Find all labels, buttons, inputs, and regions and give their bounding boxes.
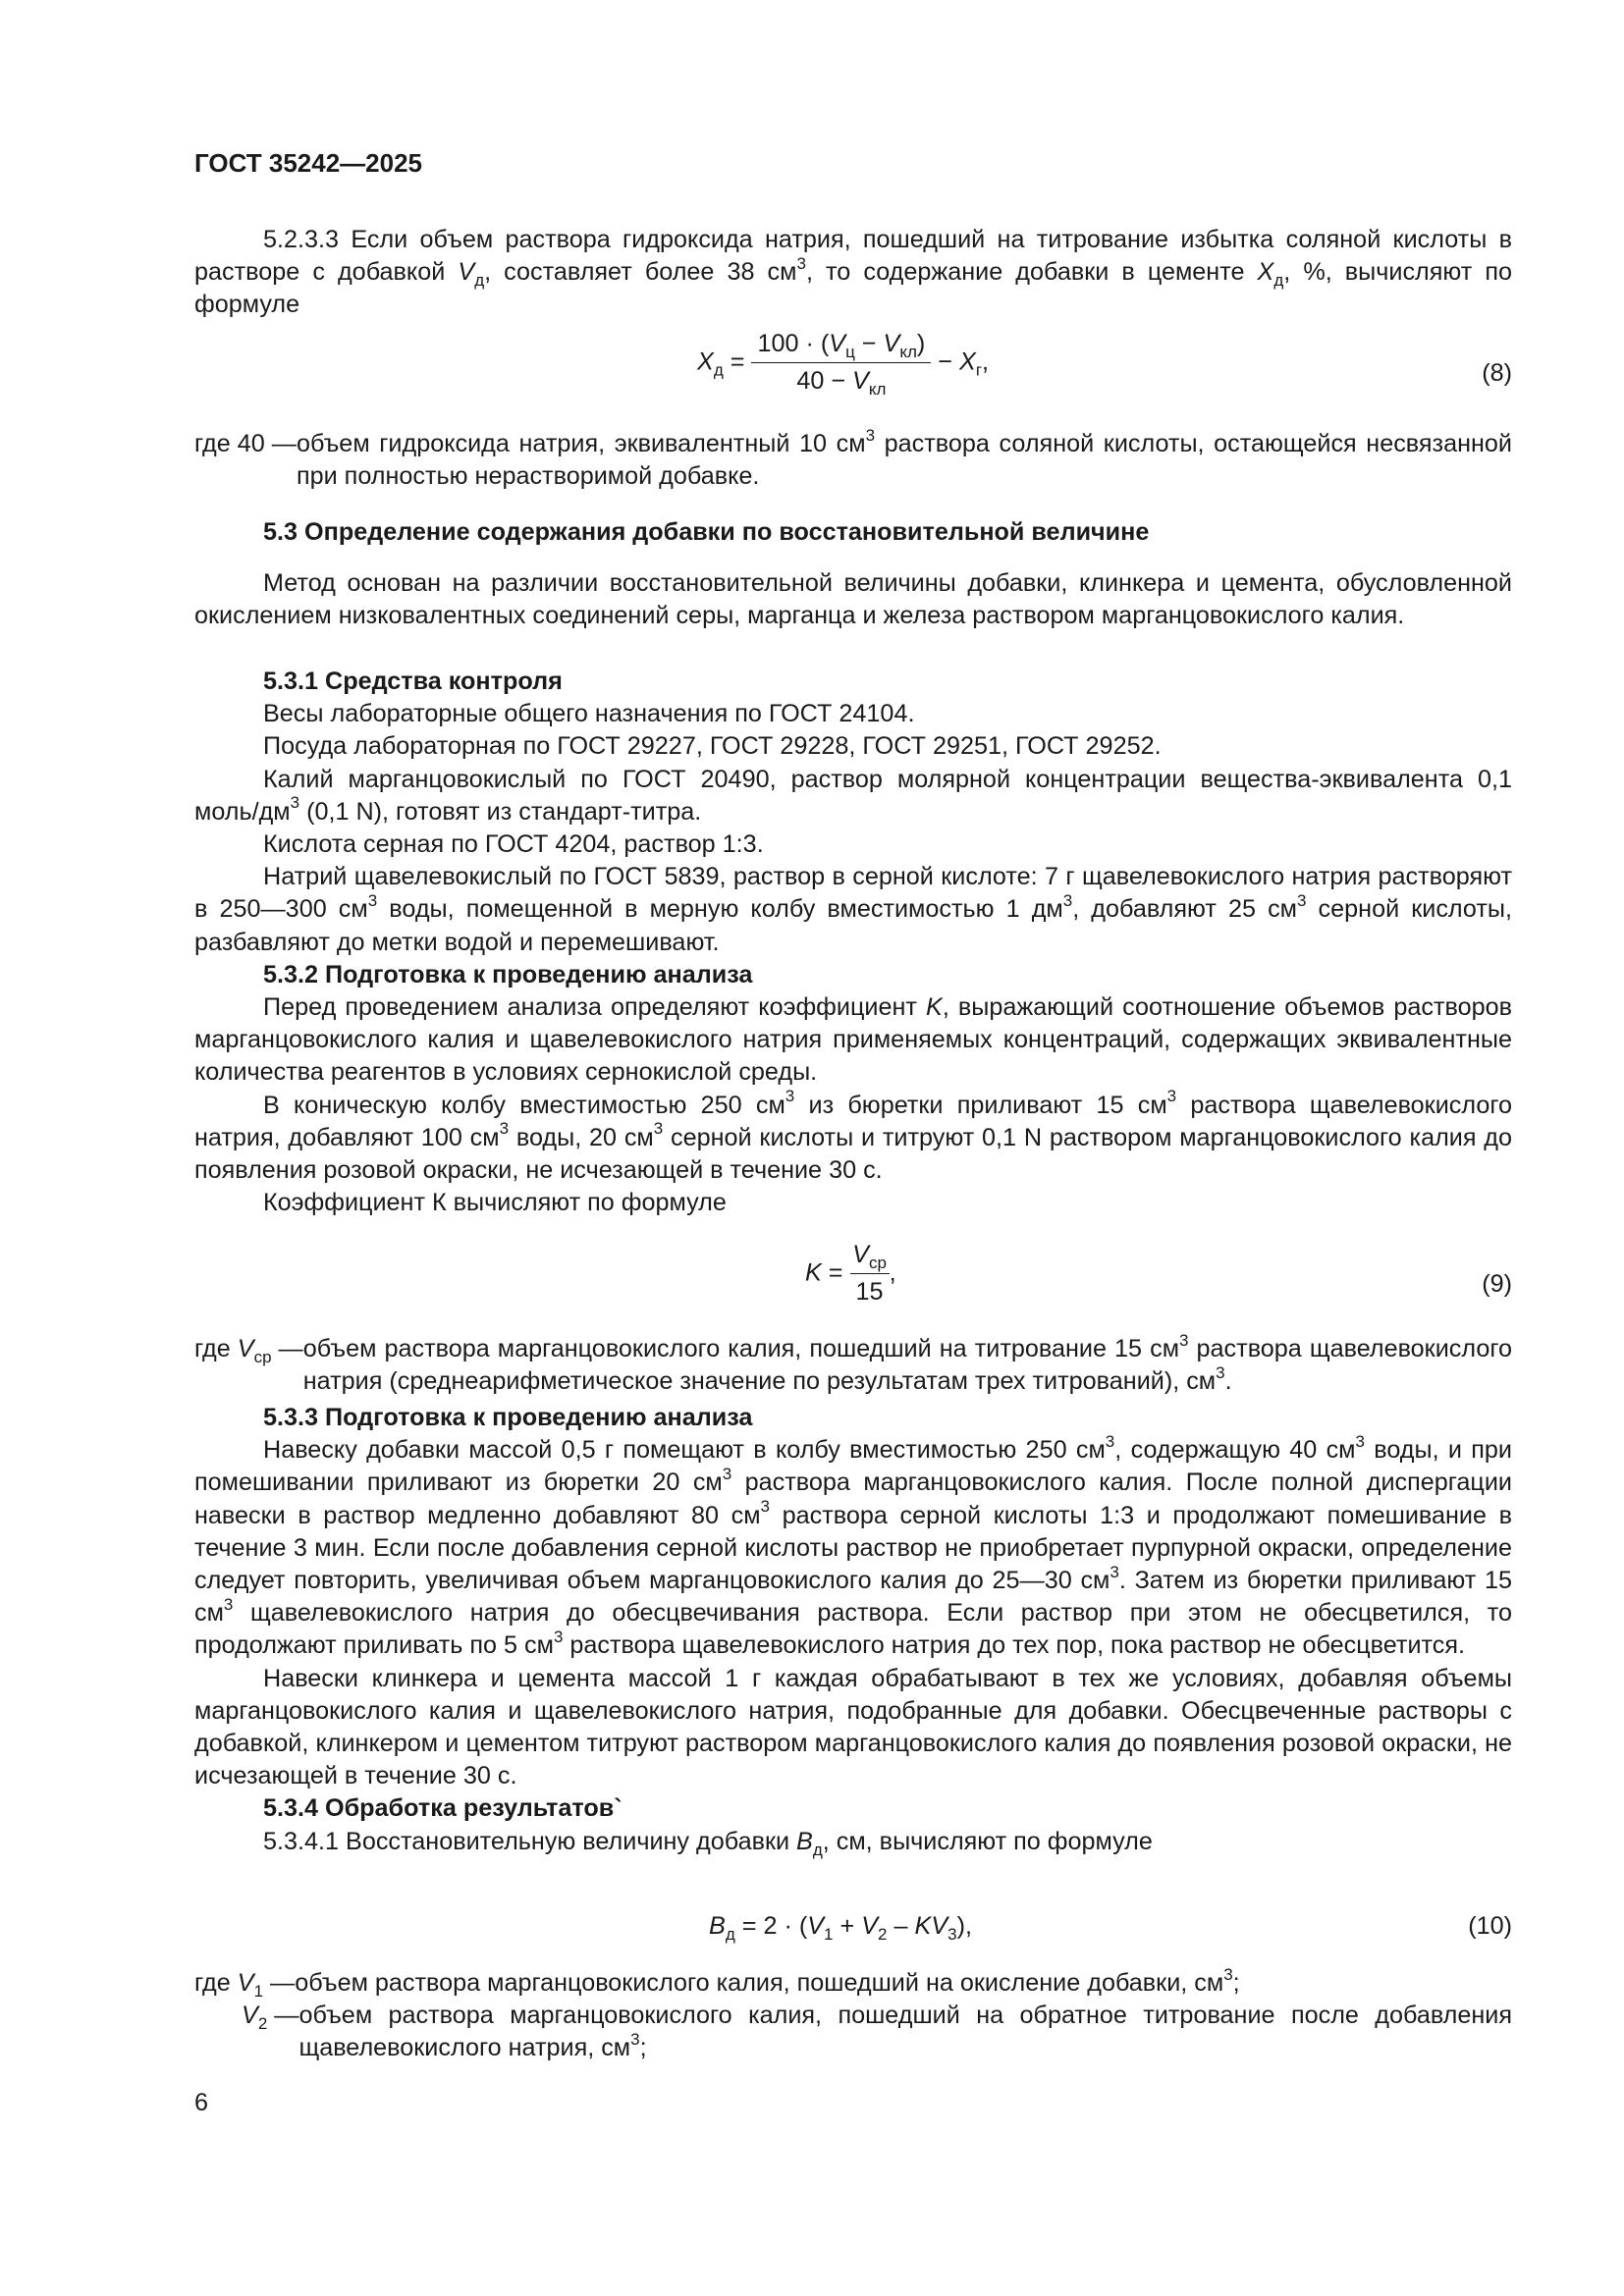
page-number: 6 xyxy=(194,2089,209,2116)
where-10 xyxy=(194,1964,1512,2065)
formula-8: $X_д$ = $\frac{100 \cdot (V_ц - V_{кл})}{40 - V_{кл}}$ − $X_г$, (8) xyxy=(697,330,1512,400)
heading-5-3-2: 5.3.2 Подготовка к проведению анализа xyxy=(263,960,753,988)
formula-8-number: (8) xyxy=(1482,359,1512,387)
formula-8-fraction: $\frac{100 \cdot (V_ц - V_{кл})}{40 - V_{кл}}$ xyxy=(751,328,931,398)
heading-5-3: 5.3 Определение содержания добавки по восстановительной величине xyxy=(263,518,1150,546)
document-header: ГОСТ 35242—2025 xyxy=(194,148,422,178)
formula-10-number: (10) xyxy=(1468,1912,1512,1940)
formula-9-fraction: $\frac{V_{ср}}{15}$ xyxy=(850,1239,890,1308)
paragraph-5-3: Метод основан на различии восстановительной величины добавки, клинкера и цемента, обусловленной окислением низковалентных соединений серы, марганца и железа раствором марганцовокислого калия. xyxy=(194,569,1512,630)
heading-5-3-3: 5.3.3 Подготовка к проведению анализа xyxy=(263,1404,753,1431)
where-10-v1: где $V_1$ — объем раствора марганцовокислого калия, пошедший на окисление добавки, $см^3$; xyxy=(194,1964,1240,2002)
where-8: где 40 — объем гидроксида натрия, эквивалентный 10 $см^3$ раствора соляной кислоты, остающейся несвязанной при полностью нерастворимой добавке. xyxy=(194,425,1512,491)
where-10-v2: $V_2$ — объем раствора марганцовокислого калия, пошедший на обратное титрование после добавления щавелевокислого натрия, $см^3$; xyxy=(242,2002,1512,2062)
heading-5-3-1: 5.3.1 Средства контроля xyxy=(263,667,563,695)
section-5-3-3: 5.3.3 Подготовка к проведению анализа Навеску добавки массой 0,5 г помещают в колбу вместимостью 250 $см^3$, содержащую 40 $см^3$ воды, и при помешивании приливают из бюретки 20 $см^3$ раствора марганцовокислого калия. После полной диспергации навески в раствор медленно добавляют 80 $см^3$ раствора серной кислоты 1:3 и продолжают помешивание в течение 3 мин. Если после добавления серной кислоты раствор не приобретает пурпурной окраски, определение следует повторить, увеличивая объем марганцовокислого калия до 25—30 $см^3$. Затем из бюретки приливают 15 $см^3$ щавелевокислого натрия до обесцвечивания раствора. Если раствор при этом не обесцветился, то продолжают приливать по 5 $см^3$ раствора щавелевокислого натрия до тех пор, пока раствор не обесцветится. Навески клинкера и цемента массой 1 г каждая обрабатывают в тех же условиях, добавляя объемы марганцовокислого калия и щавелевокислого натрия, подобранные для добавки. Обесцвеченные растворы с добавкой, клинкером и цементом титруют раствором марганцовокислого калия до появления розовой окраски, не исчезающей в течение 30 с. 5.3.4 Обработка результатов` 5.3.4.1 Восстановительную величину добавки $B_д$, см, вычисляют по формуле xyxy=(194,1404,1513,1859)
formula-9-number: (9) xyxy=(1482,1270,1512,1298)
section-5-3-1: 5.3.1 Средства контроля Весы лабораторные общего назначения по ГОСТ 24104. Посуда лабораторная по ГОСТ 29227, ГОСТ 29228, ГОСТ 29251, ГОСТ 29252. Калий марганцовокислый по ГОСТ 20490, раствор молярной концентрации вещества-эквивалента 0,1 моль/$дм^3$ (0,1 N), готовят из стандарт-титра. Кислота серная по ГОСТ 4204, раствор 1:3. Натрий щавелевокислый по ГОСТ 5839, раствор в серной кислоте: 7 г щавелевокислого натрия растворяют в 250—300 $см^3$ воды, помещенной в мерную колбу вместимостью 1 $дм^3$, добавляют 25 $см^3$ серной кислоты, разбавляют до метки водой и перемешивают. 5.3.2 Подготовка к проведению анализа Перед проведением анализа определяют коэффициент K, выражающий соотношение объемов растворов марганцовокислого калия и щавелевокислого натрия применяемых концентраций, содержащих эквивалентные количества реагентов в условиях сернокислой среды. В коническую колбу вместимостью 250 $см^3$ из бюретки приливают 15 $см^3$ раствора щавелевокислого натрия, добавляют 100 $см^3$ воды, 20 $см^3$ серной кислоты и титруют 0,1 N раствором марганцовокислого калия до появления розовой окраски, не исчезающей в течение 30 с. Коэффициент К вычисляют по формуле xyxy=(194,667,1513,1217)
formula-10: $B_д = 2 \cdot (V_1 + V_2 - KV_3)$, (10) xyxy=(709,1912,1512,1945)
formula-9: K = $\frac{V_{ср}}{15}$ , (9) xyxy=(194,1239,1512,1317)
paragraph-5-2-3-3: 5.2.3.3 Если объем раствора гидроксида натрия, пошедший на титрование избытка соляной кислоты в растворе с добавкой $V_д$, составляет более 38 $см^3$, то содержание добавки в цементе $X_д$, %, вычисляют по формуле xyxy=(194,226,1512,319)
heading-5-3-4: 5.3.4 Обработка результатов` xyxy=(263,1794,623,1823)
where-9: где $V_{ср}$ — объем раствора марганцовокислого калия, пошедший на титрование 15 $см^3$ раствора щавелевокислого натрия (среднеарифметическое значение по результатам трех титрований), $см^3$. xyxy=(194,1330,1512,1396)
